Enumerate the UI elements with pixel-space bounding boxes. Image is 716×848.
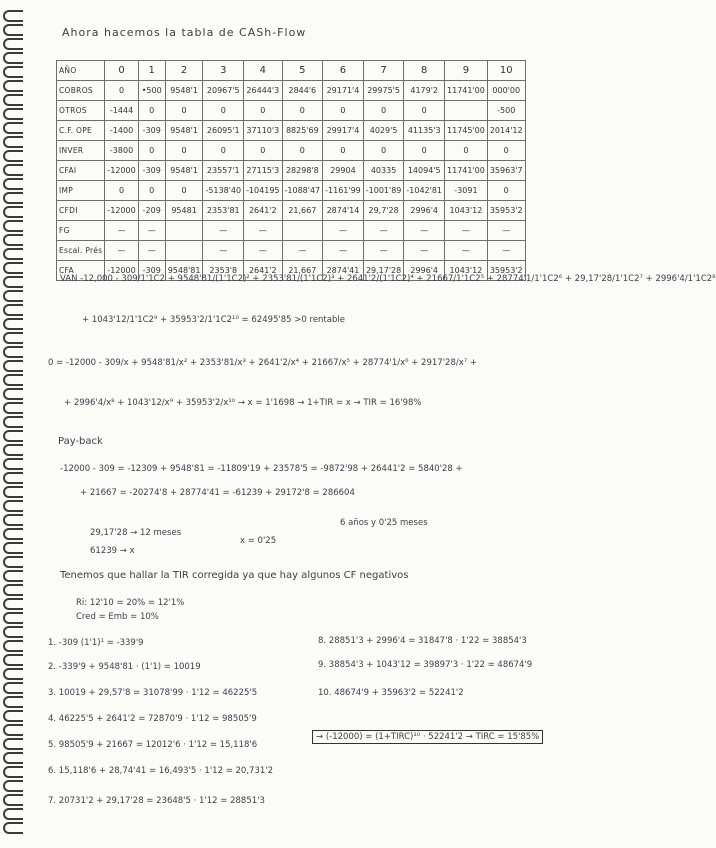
table-cell: 0: [138, 101, 165, 121]
table-cell: —: [138, 221, 165, 241]
table-cell: 20967'5: [203, 81, 244, 101]
row-label: C.F. OPE: [57, 121, 105, 141]
table-cell: —: [404, 221, 445, 241]
spiral-binding: [0, 0, 24, 848]
table-cell: •500: [138, 81, 165, 101]
table-cell: 0: [165, 101, 203, 121]
table-cell: 9548'1: [165, 121, 203, 141]
table-cell: 0: [323, 141, 364, 161]
table-cell: —: [138, 241, 165, 261]
payback-rule-result: x = 0'25: [240, 536, 277, 546]
table-cell: 35963'7: [487, 161, 525, 181]
table-cell: —: [445, 221, 488, 241]
table-cell: 8825'69: [282, 121, 323, 141]
row-label: IMP: [57, 181, 105, 201]
payback-rule-line1: 29,17'28 → 12 meses: [90, 528, 182, 538]
table-cell: 2874'41: [323, 261, 364, 281]
table-cell: -1161'99: [323, 181, 364, 201]
table-cell: 23557'1: [203, 161, 244, 181]
step-6: 6. 15,118'6 + 28,74'41 = 16,493'5 · 1'12 = 20,731'2: [48, 766, 274, 776]
table-cell: 2996'4: [404, 201, 445, 221]
table-cell: -1001'89: [363, 181, 404, 201]
table-cell: -209: [138, 201, 165, 221]
table-row: [57, 161, 526, 181]
year-1: 1: [138, 61, 165, 81]
table-cell: 41135'3: [404, 121, 445, 141]
table-cell: —: [323, 221, 364, 241]
table-cell: 0: [138, 181, 165, 201]
tir-equation-line2: + 2996'4/x⁸ + 1043'12/x⁹ + 35953'2/x¹⁰ → x = 1'1698 → 1+TIR = x → TIR = 16'98%: [64, 398, 422, 408]
table-cell: 0: [363, 141, 404, 161]
table-cell: 2014'12: [487, 121, 525, 141]
row-label: CFAI: [57, 161, 105, 181]
table-cell: 0: [404, 141, 445, 161]
table-row: [57, 81, 526, 101]
table-cell: 1043'12: [445, 261, 488, 281]
table-cell: 0: [282, 141, 323, 161]
tirc-intro: Tenemos que hallar la TIR corregida ya que hay algunos CF negativos: [60, 570, 409, 581]
van-equation-line2: + 1043'12/1'1C2⁹ + 35953'2/1'1C2¹⁰ = 62495'85 >0 rentable: [82, 315, 345, 325]
table-cell: 0: [244, 141, 282, 161]
table-cell: 2996'4: [404, 261, 445, 281]
table-cell: -3800: [105, 141, 138, 161]
step-3: 3. 10019 + 29,57'8 = 31078'99 · 1'12 = 46225'5: [48, 688, 258, 698]
year-7: 7: [363, 61, 404, 81]
step-4: 4. 46225'5 + 2641'2 = 72870'9 · 1'12 = 98505'9: [48, 714, 257, 724]
table-cell: -1444: [105, 101, 138, 121]
year-5: 5: [282, 61, 323, 81]
table-cell: 11745'00: [445, 121, 488, 141]
table-cell: 21,667: [282, 201, 323, 221]
table-row: [57, 141, 526, 161]
table-cell: 9548'81: [165, 261, 203, 281]
table-row: [57, 101, 526, 121]
table-row: [57, 121, 526, 141]
table-cell: -12000: [105, 201, 138, 221]
table-cell: 0: [445, 141, 488, 161]
table-cell: 11741'00: [445, 161, 488, 181]
rate-cred: Cred = Emb = 10%: [76, 612, 159, 622]
step-7: 7. 20731'2 + 29,17'28 = 23648'5 · 1'12 = 28851'3: [48, 796, 265, 806]
table-cell: 29975'5: [363, 81, 404, 101]
table-cell: -5138'40: [203, 181, 244, 201]
table-cell: 2874'14: [323, 201, 364, 221]
table-cell: —: [105, 241, 138, 261]
payback-heading: Pay-back: [58, 436, 103, 447]
table-cell: [282, 221, 323, 241]
table-cell: 2641'2: [244, 201, 282, 221]
year-9: 9: [445, 61, 488, 81]
tir-equation-line1: 0 = -12000 - 309/x + 9548'81/x² + 2353'81/x³ + 2641'2/x⁴ + 21667/x⁵ + 28774'1/x⁶ + 2917'28/x⁷ +: [48, 358, 477, 368]
table-cell: 29917'4: [323, 121, 364, 141]
table-cell: 29171'4: [323, 81, 364, 101]
table-cell: 35953'2: [487, 261, 525, 281]
table-cell: -1400: [105, 121, 138, 141]
table-cell: 28298'8: [282, 161, 323, 181]
row-label: CFA: [57, 261, 105, 281]
year-10: 10: [487, 61, 525, 81]
table-cell: 0: [487, 141, 525, 161]
table-cell: 9548'1: [165, 161, 203, 181]
tirc-result: → (-12000) = (1+TIRC)¹⁰ · 52241'2 → TIRC = 15'85%: [312, 730, 543, 744]
step-8: 8. 28851'3 + 2996'4 = 31847'8 · 1'22 = 38854'3: [318, 636, 527, 646]
table-cell: —: [404, 241, 445, 261]
table-cell: 29,17'28: [363, 261, 404, 281]
step-10: 10. 48674'9 + 35963'2 = 52241'2: [318, 688, 464, 698]
table-cell: —: [282, 241, 323, 261]
table-cell: 11741'00: [445, 81, 488, 101]
table-cell: 40335: [363, 161, 404, 181]
table-cell: 2844'6: [282, 81, 323, 101]
row-label: COBROS: [57, 81, 105, 101]
table-cell: -1042'81: [404, 181, 445, 201]
row-label: OTROS: [57, 101, 105, 121]
table-cell: 35953'2: [487, 201, 525, 221]
page-title: Ahora hacemos la tabla de CASh-Flow: [62, 26, 307, 39]
table-cell: —: [203, 241, 244, 261]
table-cell: 2353'8: [203, 261, 244, 281]
table-cell: -309: [138, 121, 165, 141]
table-cell: —: [203, 221, 244, 241]
table-cell: 0: [165, 181, 203, 201]
table-cell: -309: [138, 161, 165, 181]
table-cell: —: [105, 221, 138, 241]
table-cell: 14094'5: [404, 161, 445, 181]
van-equation-line1: VAN -12,000 - 309/1'1C2 + 9548'81/(1'1C2)² + 2353'81/(1'1C2)³ + 2641'2/(1'1C2)⁴ + 21667/1'1C2⁵ + 28774'1/1'1C2⁶ + 29,17'28/1'1C2⁷ + 2996'4/1'1C2⁸: [60, 274, 716, 284]
table-header-row: [57, 61, 526, 81]
table-cell: 0: [363, 101, 404, 121]
row-label: FG: [57, 221, 105, 241]
payback-total: 6 años y 0'25 meses: [340, 518, 428, 528]
table-row: [57, 181, 526, 201]
table-cell: —: [244, 241, 282, 261]
year-3: 3: [203, 61, 244, 81]
table-cell: 1043'12: [445, 201, 488, 221]
table-cell: 000'00: [487, 81, 525, 101]
table-cell: —: [323, 241, 364, 261]
table-cell: [165, 241, 203, 261]
table-header-label: AÑO: [57, 61, 105, 81]
table-row: [57, 241, 526, 261]
table-cell: —: [363, 241, 404, 261]
payback-line2: + 21667 = -20274'8 + 28774'41 = -61239 + 29172'8 = 286604: [80, 488, 355, 498]
table-cell: —: [244, 221, 282, 241]
table-cell: —: [363, 221, 404, 241]
year-2: 2: [165, 61, 203, 81]
table-cell: 29,7'28: [363, 201, 404, 221]
table-cell: —: [487, 221, 525, 241]
table-cell: 0: [165, 141, 203, 161]
cash-flow-table: [56, 60, 526, 281]
year-6: 6: [323, 61, 364, 81]
table-cell: 37110'3: [244, 121, 282, 141]
payback-line1: -12000 - 309 = -12309 + 9548'81 = -11809'19 + 23578'5 = -9872'98 + 26441'2 = 5840'28 +: [60, 464, 463, 474]
table-cell: 2641'2: [244, 261, 282, 281]
step-1: 1. -309 (1'1)¹ = -339'9: [48, 638, 144, 648]
table-cell: -104195: [244, 181, 282, 201]
table-cell: 26444'3: [244, 81, 282, 101]
table-cell: 0: [282, 101, 323, 121]
table-cell: —: [487, 241, 525, 261]
step-9: 9. 38854'3 + 1043'12 = 39897'3 · 1'22 = 48674'9: [318, 660, 533, 670]
step-2: 2. -339'9 + 9548'81 · (1'1) = 10019: [48, 662, 201, 672]
table-cell: -500: [487, 101, 525, 121]
table-cell: 0: [404, 101, 445, 121]
table-cell: 4179'2: [404, 81, 445, 101]
rate-ri: Ri: 12'10 = 20% = 12'1%: [76, 598, 185, 608]
table-cell: 0: [323, 101, 364, 121]
table-cell: 0: [203, 101, 244, 121]
row-label: INVER: [57, 141, 105, 161]
table-cell: 0: [487, 181, 525, 201]
table-cell: 0: [203, 141, 244, 161]
table-cell: 26095'1: [203, 121, 244, 141]
payback-rule-line2: 61239 → x: [90, 546, 135, 556]
year-8: 8: [404, 61, 445, 81]
table-cell: 29904: [323, 161, 364, 181]
table-cell: 0: [244, 101, 282, 121]
table-cell: [165, 221, 203, 241]
year-0: 0: [105, 61, 138, 81]
table-cell: -12000: [105, 161, 138, 181]
table-cell: -3091: [445, 181, 488, 201]
table-cell: 21,667: [282, 261, 323, 281]
table-cell: 0: [138, 141, 165, 161]
row-label: CFDI: [57, 201, 105, 221]
table-cell: 95481: [165, 201, 203, 221]
table-cell: -12000: [105, 261, 138, 281]
table-cell: 9548'1: [165, 81, 203, 101]
year-4: 4: [244, 61, 282, 81]
table-cell: 4029'5: [363, 121, 404, 141]
table-cell: -1088'47: [282, 181, 323, 201]
table-cell: -309: [138, 261, 165, 281]
table-cell: 0: [105, 181, 138, 201]
table-cell: 2353'81: [203, 201, 244, 221]
table-row: [57, 221, 526, 241]
table-cell: 0: [105, 81, 138, 101]
table-cell: 27115'3: [244, 161, 282, 181]
step-5: 5. 98505'9 + 21667 = 12012'6 · 1'12 = 15,118'6: [48, 740, 258, 750]
table-cell: —: [445, 241, 488, 261]
table-cell: [445, 101, 488, 121]
row-label: Escal. Prés: [57, 241, 105, 261]
table-row: [57, 201, 526, 221]
